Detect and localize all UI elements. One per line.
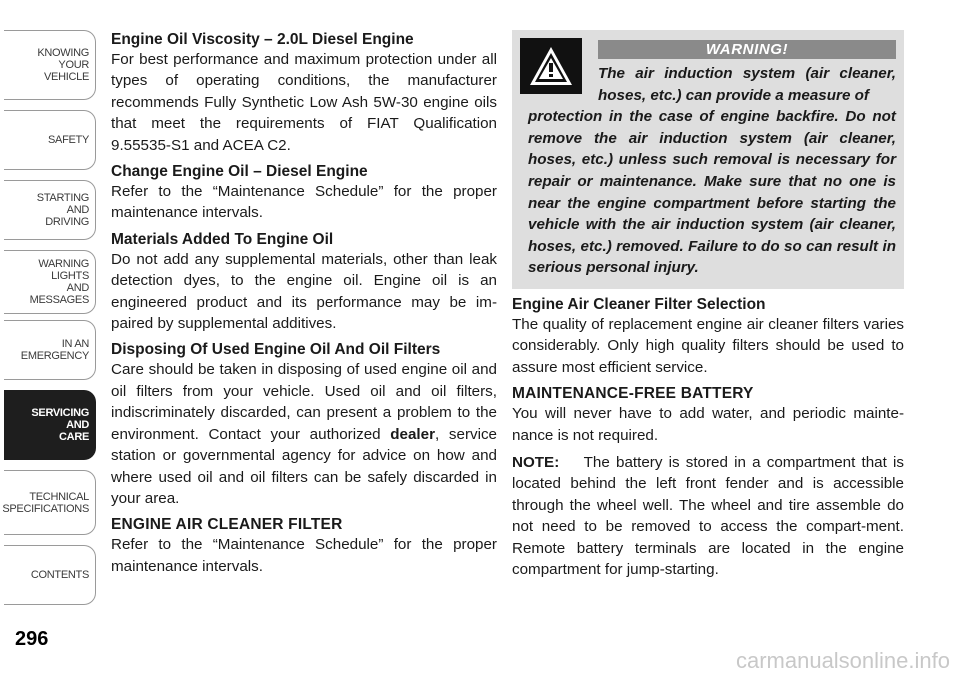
heading-air-cleaner-filter: ENGINE AIR CLEANER FILTER	[111, 516, 343, 534]
warning-head	[520, 38, 896, 106]
sidebar-tab-label: DRIVING	[45, 216, 89, 228]
sidebar-tab-label: AND	[66, 419, 89, 431]
warning-title: WARNING!	[598, 40, 896, 59]
text-oil-viscosity: For best performance and maximum protection under all types of operating conditions, the manufacturer recommends Fully Synthetic Low Ash 5W-30 engine oils that meet the requirements of FIAT Qualification 9.55535-S1 and ACEA C2.	[111, 51, 497, 154]
section-change-oil	[111, 162, 497, 224]
heading-materials-added: Materials Added To Engine Oil	[111, 230, 334, 248]
text-materials-added: Do not add any supplemental materials, other than leak detection dyes, to the engine oil. Engine oil is an engineered product and its performance may be im-paired by supplemental additives.	[111, 250, 497, 333]
chapter-sidebar	[0, 0, 100, 678]
heading-disposing-oil: Disposing Of Used Engine Oil And Oil Filters	[111, 341, 441, 359]
heading-change-oil: Change Engine Oil – Diesel Engine	[111, 163, 368, 181]
sidebar-tab-label: AND	[66, 282, 89, 294]
text-battery: You will never have to add water, and periodic mainte-nance is not required.	[512, 405, 904, 444]
text-air-cleaner-filter: Refer to the “Maintenance Schedule” for the proper maintenance intervals.	[111, 536, 497, 575]
warning-rest-block	[520, 106, 896, 279]
sidebar-tab-1[interactable]	[4, 110, 96, 170]
warning-triangle-icon	[520, 38, 582, 94]
warning-text-rest: protection in the case of engine backfire. Do not remove the air induction system (air cleaner, hoses, etc.) unless such removal is necessary for repair or maintenance. Make sure that no one is near the engine compartment before starting the vehicle with the air induction system (air cleaner, hoses, etc.) removed. Failure to do so can result in serious personal injury.	[528, 108, 896, 277]
sidebar-tab-label: TECHNICAL	[29, 490, 89, 503]
sidebar-tab-label: KNOWING	[37, 47, 89, 59]
warning-text-first: The air induction system (air cleaner, hoses, etc.) can provide a measure of	[598, 65, 896, 104]
sidebar-tab-3[interactable]	[4, 250, 96, 314]
sidebar-tab-label: WARNING	[38, 258, 89, 270]
sidebar-tab-2[interactable]	[4, 180, 96, 240]
section-disposing-oil	[111, 340, 497, 509]
sidebar-tab-label: CARE	[59, 431, 89, 443]
warning-triangle-svg	[527, 44, 575, 88]
sidebar-tab-label: LIGHTS	[51, 270, 89, 282]
text-filter-selection: The quality of replacement engine air cleaner filters varies considerably. Only high quality filters should be used to assure most efficient service.	[512, 315, 904, 376]
sidebar-tab-label: SAFETY	[48, 134, 89, 146]
sidebar-tab-label: IN AN	[61, 338, 89, 350]
right-column	[512, 30, 904, 586]
sidebar-tab-label: AND	[66, 204, 89, 216]
text-disposing-oil-a: Care should be taken in disposing of used engine oil and oil filters from your vehicle. Used oil and oil filters, indiscriminately discarded, can present a problem to the environment. Contact your authorized	[111, 361, 497, 443]
text-note	[512, 452, 904, 580]
dealer-term: dealer	[390, 425, 436, 443]
sidebar-tab-7[interactable]	[4, 545, 96, 605]
sidebar-tab-label: CONTENTS	[30, 569, 89, 581]
sidebar-tab-label: SERVICING	[31, 407, 89, 419]
warning-first-block	[598, 38, 896, 106]
section-battery	[512, 384, 904, 446]
heading-oil-viscosity: Engine Oil Viscosity – 2.0L Diesel Engine	[111, 31, 414, 48]
left-column	[111, 30, 497, 583]
sidebar-tab-label: SPECIFICATIONS	[2, 502, 89, 515]
sidebar-tab-5[interactable]	[4, 390, 96, 460]
sidebar-tab-label: EMERGENCY	[20, 350, 89, 362]
sidebar-tab-0[interactable]	[4, 30, 96, 100]
sidebar-tab-label: YOUR	[58, 59, 89, 71]
section-air-cleaner-filter	[111, 515, 497, 577]
section-note	[512, 452, 904, 580]
sidebar-tab-label: MESSAGES	[29, 294, 89, 306]
warning-box	[512, 30, 904, 289]
text-disposing-oil-b: , service station or governmental agency for advice on how and where used oil and oil filters can be safely discarded in your area.	[111, 425, 498, 507]
sidebar-tab-6[interactable]	[4, 470, 96, 535]
page-number: 296	[15, 628, 49, 650]
note-label: NOTE:	[512, 453, 560, 471]
note-body: The battery is stored in a compartment that is located behind the left front fender and is accessible through the wheel well. The wheel and tire assemble do not need to be removed to access the compart-ment. Remote battery terminals are located in the engine compartment for jump-starting.	[512, 453, 904, 578]
sidebar-tab-label: VEHICLE	[44, 71, 89, 83]
section-filter-selection	[512, 295, 904, 378]
watermark: carmanualsonline.info	[735, 648, 950, 673]
text-change-oil: Refer to the “Maintenance Schedule” for the proper maintenance intervals.	[111, 183, 497, 222]
heading-battery: MAINTENANCE-FREE BATTERY	[512, 385, 754, 403]
heading-filter-selection: Engine Air Cleaner Filter Selection	[512, 295, 766, 313]
text-disposing-oil	[111, 359, 497, 509]
section-materials-added	[111, 230, 497, 335]
sidebar-tab-label: STARTING	[36, 192, 89, 204]
sidebar-tab-4[interactable]	[4, 320, 96, 380]
section-oil-viscosity	[111, 30, 497, 156]
